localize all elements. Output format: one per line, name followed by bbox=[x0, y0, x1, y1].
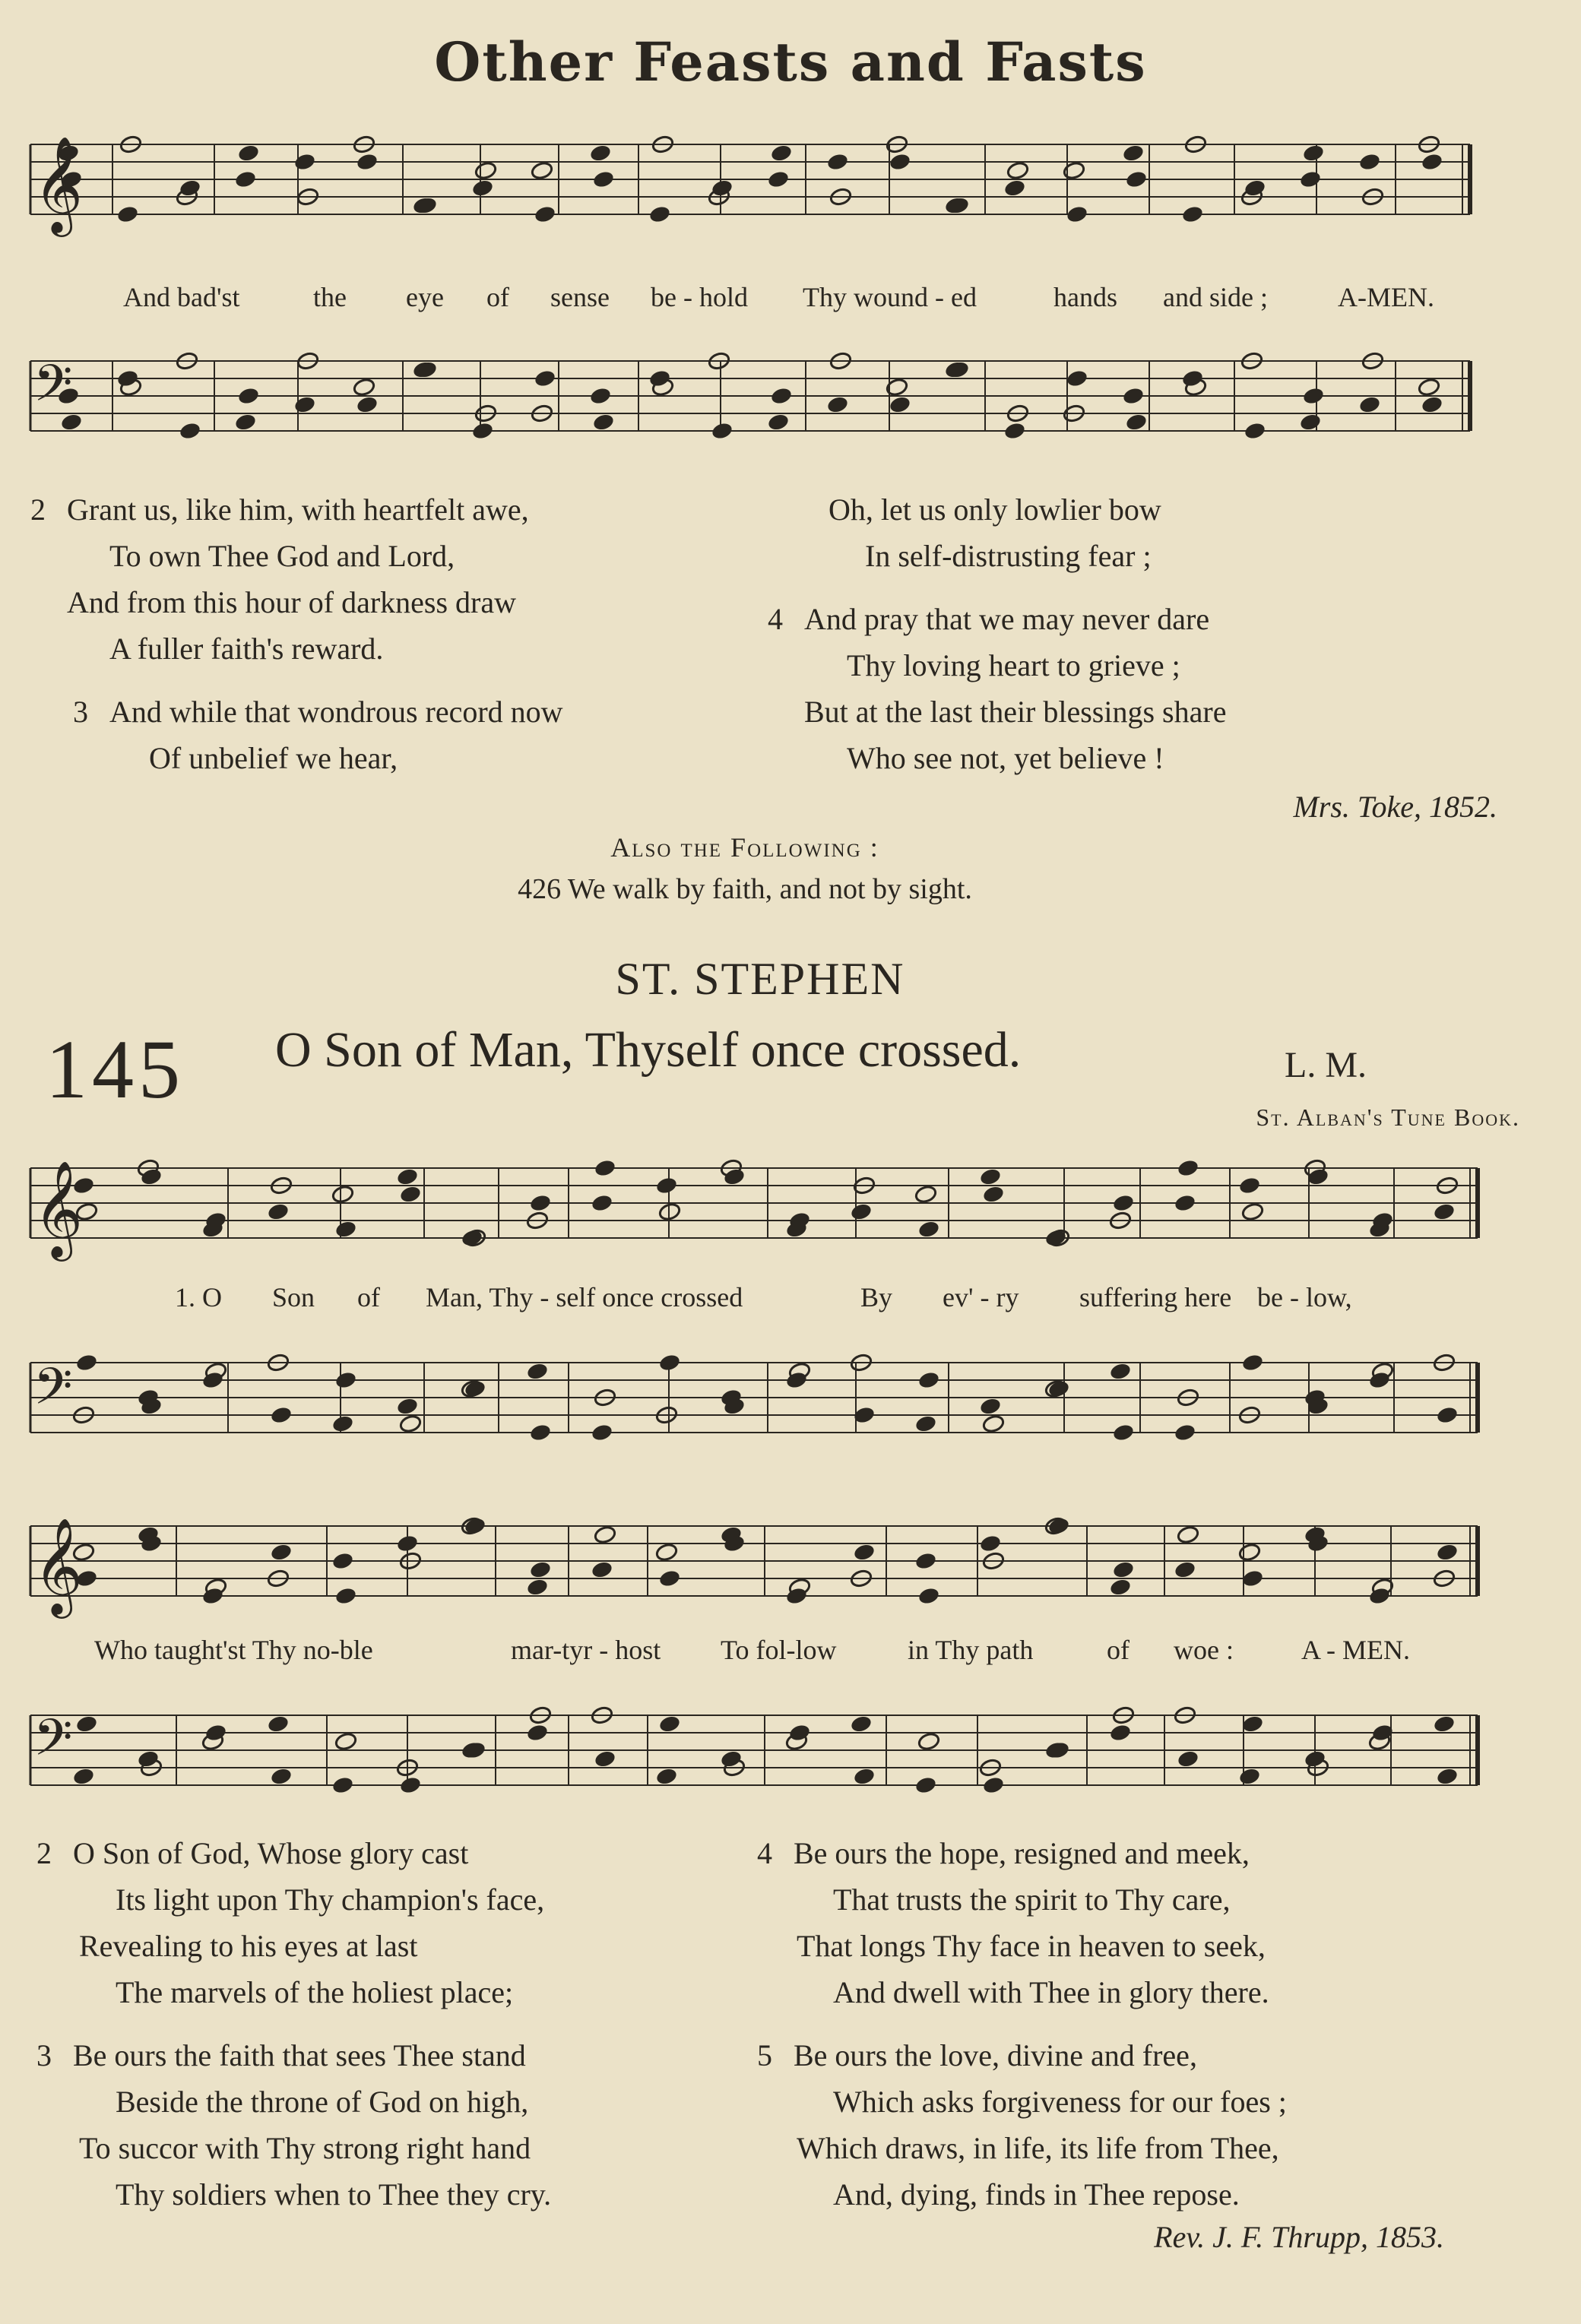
lyric-syllable: of bbox=[486, 282, 509, 312]
lyric-syllable: woe : bbox=[1174, 1635, 1234, 1665]
top-verses-right bbox=[768, 486, 1226, 781]
top-verses-left bbox=[30, 486, 563, 781]
hymn-verses-right bbox=[757, 1830, 1287, 2218]
tune-source: St. Alban's Tune Book. bbox=[1256, 1103, 1520, 1131]
verse-2: 2 O Son of God, Whose glory cast Its light upon Thy champion's face, Revealing to his eyes at last The marvels of the holiest place; bbox=[36, 1836, 545, 2009]
svg-text:𝄞: 𝄞 bbox=[33, 135, 84, 233]
lyric-syllable: 1. O bbox=[175, 1282, 222, 1312]
lyric-syllable: of bbox=[1107, 1635, 1130, 1665]
hymn-number: 145 bbox=[46, 1023, 185, 1116]
lyric-syllable: the bbox=[313, 282, 347, 312]
svg-text:𝄢: 𝄢 bbox=[33, 1708, 73, 1779]
lyric-syllable: Son bbox=[272, 1282, 315, 1312]
verse-3: 3 And while that wondrous record now Of unbelief we hear, bbox=[73, 695, 563, 775]
verse-5: 5 Be ours the love, divine and free, Which asks forgiveness for our foes ; Which draws, in life, its life from Thee, And, dying, finds in Thee repose. bbox=[757, 2038, 1287, 2212]
verse-3: 3 Be ours the faith that sees Thee stand Beside the throne of God on high, To succor with Thy strong right hand Thy soldiers when to Thee they cry. bbox=[36, 2038, 552, 2212]
lyric-syllable: Man, Thy - self once crossed bbox=[426, 1282, 743, 1312]
lyric-syllable: be - hold bbox=[651, 282, 748, 312]
svg-text:𝄢: 𝄢 bbox=[33, 354, 73, 425]
lyric-syllable: Thy wound - ed bbox=[803, 282, 977, 312]
svg-text:𝄢: 𝄢 bbox=[33, 1357, 73, 1428]
verse-4: 4 And pray that we may never dare Thy loving heart to grieve ; But at the last their blessings share Who see not, yet believe ! bbox=[768, 602, 1227, 775]
lyric-syllable: A - MEN. bbox=[1301, 1635, 1410, 1665]
lyric-syllable: sense bbox=[550, 282, 610, 312]
lyric-syllable: Who taught'st Thy no-ble bbox=[94, 1635, 373, 1665]
lyric-syllable: of bbox=[357, 1282, 380, 1312]
also-following-heading: Also the Following : bbox=[610, 832, 879, 863]
lyric-syllable: ev' - ry bbox=[943, 1282, 1019, 1312]
svg-text:𝄞: 𝄞 bbox=[33, 1517, 84, 1614]
verse-4: 4 Be ours the hope, resigned and meek, That trusts the spirit to Thy care, That longs Thy face in heaven to seek, And dwell with Thee in glory there. bbox=[757, 1836, 1269, 2009]
lyric-syllable: and side ; bbox=[1163, 282, 1268, 312]
verse-2: 2 Grant us, like him, with heartfelt awe, To own Thee God and Lord, And from this hour of darkness draw A fuller faith's reward. bbox=[30, 492, 529, 666]
hymn-first-line: O Son of Man, Thyself once crossed. bbox=[275, 1022, 1022, 1078]
top-author: Mrs. Toke, 1852. bbox=[1293, 790, 1497, 824]
lyric-syllable: eye bbox=[406, 282, 444, 312]
lyric-syllable: be - low, bbox=[1257, 1282, 1352, 1312]
lyric-syllable: A-MEN. bbox=[1338, 282, 1434, 312]
page-title: Other Feasts and Fasts bbox=[434, 30, 1147, 93]
svg-text:𝄞: 𝄞 bbox=[33, 1160, 84, 1257]
verse-3-continued: Oh, let us only lowlier bow In self-distrusting fear ; bbox=[829, 492, 1161, 573]
also-following-entry: 426 We walk by faith, and not by sight. bbox=[518, 873, 972, 905]
lyric-syllable: mar-tyr - host bbox=[511, 1635, 661, 1665]
lyric-syllable: suffering here bbox=[1079, 1282, 1232, 1312]
hymn-author: Rev. J. F. Thrupp, 1853. bbox=[1154, 2220, 1444, 2254]
lyric-syllable: To fol-low bbox=[721, 1635, 837, 1665]
hymn-verses-left bbox=[36, 1830, 551, 2218]
lyric-syllable: in Thy path bbox=[908, 1635, 1034, 1665]
lyric-syllable: And bad'st bbox=[123, 282, 240, 312]
hymn-meter: L. M. bbox=[1285, 1045, 1367, 1085]
tune-name: ST. STEPHEN bbox=[615, 954, 905, 1004]
lyric-syllable: hands bbox=[1053, 282, 1117, 312]
lyric-syllable: By bbox=[860, 1282, 893, 1312]
